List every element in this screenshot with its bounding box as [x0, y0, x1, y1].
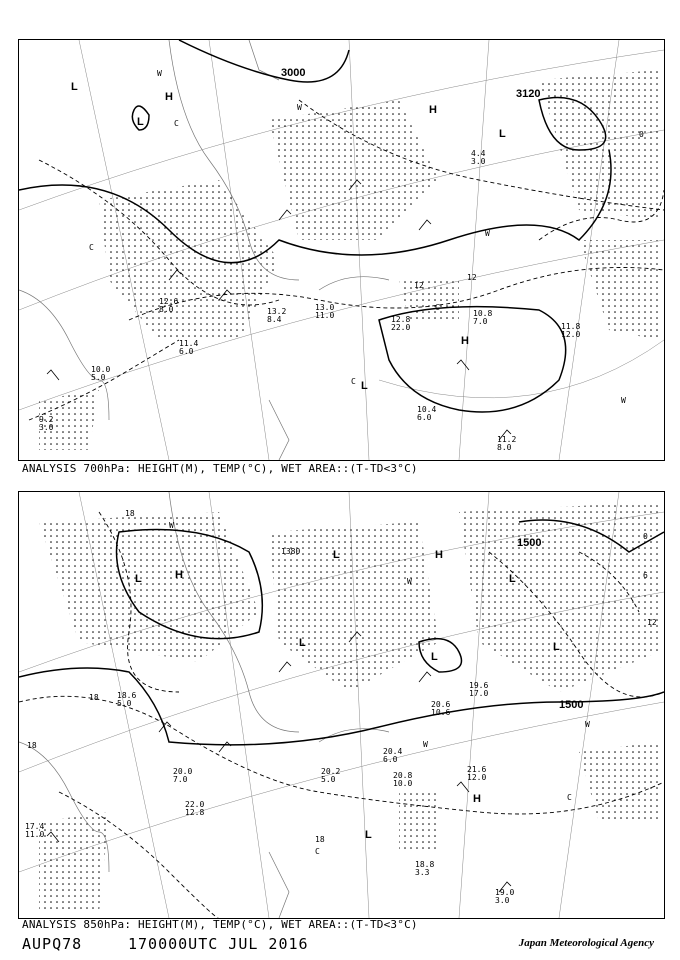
- station-plot: [91, 365, 110, 382]
- svg-text:10.8: 10.8: [473, 309, 493, 318]
- svg-text:7.0: 7.0: [173, 775, 188, 784]
- low-pressure-symbol: L: [71, 81, 78, 93]
- station-plot: [267, 307, 286, 324]
- low-pressure-symbol: L: [361, 380, 368, 392]
- svg-text:17.4: 17.4: [25, 822, 45, 831]
- svg-text:7.0: 7.0: [473, 317, 488, 326]
- svg-text:3.3: 3.3: [415, 868, 430, 877]
- svg-text:19.6: 19.6: [469, 681, 489, 690]
- high-pressure-symbol: H: [175, 569, 183, 581]
- svg-text:3.0: 3.0: [39, 423, 54, 432]
- map-850hpa: [18, 491, 665, 919]
- svg-text:12.6: 12.6: [159, 297, 179, 306]
- svg-text:3.0: 3.0: [471, 157, 486, 166]
- isotherm-label: 0: [643, 532, 648, 541]
- isotherm-label: 12: [467, 273, 477, 282]
- station-plot: [117, 691, 136, 708]
- station-plot: [315, 303, 334, 320]
- map-700hpa-canvas: [19, 40, 664, 460]
- contour-label: 3120: [516, 88, 541, 100]
- isotherm-label: 18: [89, 693, 99, 702]
- low-pressure-symbol: L: [553, 641, 560, 653]
- isotherm-label: 0: [639, 130, 644, 139]
- svg-text:19.0: 19.0: [495, 888, 515, 897]
- station-plot: [417, 405, 436, 422]
- svg-text:18.6: 18.6: [117, 691, 137, 700]
- svg-text:12.8: 12.8: [185, 808, 205, 817]
- station-plot: [185, 800, 204, 817]
- low-pressure-symbol: L: [431, 651, 438, 663]
- station-plot: [39, 415, 54, 432]
- warm-core-symbol: W: [169, 521, 174, 530]
- low-pressure-symbol: L: [509, 573, 516, 585]
- cold-core-symbol: C: [315, 847, 320, 856]
- wet-areas: [39, 70, 659, 450]
- isotherm-label: 18: [125, 509, 135, 518]
- contour-label: 1500: [559, 699, 584, 711]
- svg-text:12.0: 12.0: [467, 773, 487, 782]
- svg-text:6.0: 6.0: [417, 413, 432, 422]
- warm-core-symbol: W: [157, 69, 162, 78]
- svg-text:17.0: 17.0: [469, 689, 489, 698]
- station-plot: [473, 309, 492, 326]
- low-pressure-symbol: L: [333, 549, 340, 561]
- svg-text:11.8: 11.8: [561, 322, 581, 331]
- svg-text:5.0: 5.0: [117, 699, 132, 708]
- svg-text:21.6: 21.6: [467, 765, 487, 774]
- svg-text:8.0: 8.0: [159, 305, 174, 314]
- svg-text:20.0: 20.0: [173, 767, 193, 776]
- svg-text:13.2: 13.2: [267, 307, 287, 316]
- station-plot: [467, 765, 486, 782]
- svg-text:10.0: 10.0: [91, 365, 111, 374]
- station-plot: [431, 700, 450, 717]
- svg-text:3.0: 3.0: [495, 896, 510, 905]
- high-pressure-symbol: H: [461, 335, 469, 347]
- low-pressure-symbol: L: [499, 128, 506, 140]
- svg-text:12.0: 12.0: [561, 330, 581, 339]
- station-plot: [173, 767, 192, 784]
- cold-core-symbol: C: [567, 793, 572, 802]
- isotherm-label: 18: [315, 835, 325, 844]
- high-pressure-symbol: H: [429, 104, 437, 116]
- valid-time: 170000UTC JUL 2016: [128, 935, 309, 953]
- cold-core-symbol: C: [174, 119, 179, 128]
- high-pressure-symbol: H: [435, 549, 443, 561]
- svg-text:20.8: 20.8: [393, 771, 413, 780]
- station-plot: [495, 888, 514, 905]
- svg-text:20.4: 20.4: [383, 747, 403, 756]
- low-pressure-symbol: L: [299, 637, 306, 649]
- svg-text:11.2: 11.2: [497, 435, 517, 444]
- high-pressure-symbol: H: [473, 793, 481, 805]
- station-plot: [561, 322, 580, 339]
- warm-core-symbol: W: [407, 577, 412, 586]
- svg-text:20.2: 20.2: [321, 767, 341, 776]
- svg-text:11.4: 11.4: [179, 339, 199, 348]
- station-plot: [469, 681, 488, 698]
- svg-text:8.4: 8.4: [267, 315, 282, 324]
- svg-text:10.4: 10.4: [417, 405, 437, 414]
- warm-core-symbol: W: [621, 396, 626, 405]
- warm-core-symbol: W: [297, 103, 302, 112]
- contour-label: 3000: [281, 67, 306, 79]
- station-plot: [321, 767, 340, 784]
- svg-text:5.0: 5.0: [321, 775, 336, 784]
- station-plot: [383, 747, 402, 764]
- svg-text:8.0: 8.0: [497, 443, 512, 452]
- contour-label: 1500: [517, 537, 542, 549]
- svg-text:6.0: 6.0: [383, 755, 398, 764]
- svg-text:11.0: 11.0: [25, 830, 45, 839]
- svg-text:22.0: 22.0: [185, 800, 205, 809]
- svg-text:18.8: 18.8: [415, 860, 435, 869]
- isotherm-label: 18: [27, 741, 37, 750]
- svg-text:20.6: 20.6: [431, 700, 451, 709]
- station-plot: [393, 771, 412, 788]
- station-plot: [471, 149, 486, 166]
- svg-text:10.6: 10.6: [431, 708, 451, 717]
- low-pressure-symbol: L: [137, 116, 144, 128]
- caption-850hpa: ANALYSIS 850hPa: HEIGHT(M), TEMP(°C), WET AREA::(T-TD<3°C): [22, 918, 418, 931]
- station-plot: [415, 860, 434, 877]
- station-plot: [391, 315, 410, 332]
- warm-core-symbol: W: [585, 720, 590, 729]
- svg-text:10.0: 10.0: [393, 779, 413, 788]
- svg-text:12.8: 12.8: [391, 315, 411, 324]
- cold-core-symbol: C: [89, 243, 94, 252]
- station-plot: [179, 339, 198, 356]
- map-850hpa-canvas: [19, 492, 664, 918]
- svg-text:22.0: 22.0: [391, 323, 411, 332]
- cold-core-symbol: C: [435, 303, 440, 312]
- low-pressure-symbol: L: [135, 573, 142, 585]
- svg-text:11.0: 11.0: [315, 311, 335, 320]
- cold-core-symbol: C: [351, 377, 356, 386]
- svg-text:13.0: 13.0: [315, 303, 335, 312]
- high-pressure-symbol: H: [165, 91, 173, 103]
- chart-id: AUPQ78: [22, 935, 83, 953]
- warm-core-symbol: W: [423, 740, 428, 749]
- isotherm-label: 6: [643, 571, 648, 580]
- contour-label: 1380: [281, 547, 301, 556]
- agency-name: Japan Meteorological Agency: [518, 937, 654, 949]
- svg-text:5.0: 5.0: [91, 373, 106, 382]
- isotherm-label: 12: [647, 618, 657, 627]
- station-plot: [25, 822, 44, 839]
- svg-text:9.2: 9.2: [39, 415, 54, 424]
- warm-core-symbol: W: [485, 229, 490, 238]
- low-pressure-symbol: L: [365, 829, 372, 841]
- map-700hpa: [18, 39, 665, 461]
- station-plot: [497, 435, 516, 452]
- svg-text:4.4: 4.4: [471, 149, 486, 158]
- svg-text:6.0: 6.0: [179, 347, 194, 356]
- isotherm-label: 12: [414, 281, 424, 290]
- caption-700hpa: ANALYSIS 700hPa: HEIGHT(M), TEMP(°C), WET AREA::(T-TD<3°C): [22, 462, 418, 475]
